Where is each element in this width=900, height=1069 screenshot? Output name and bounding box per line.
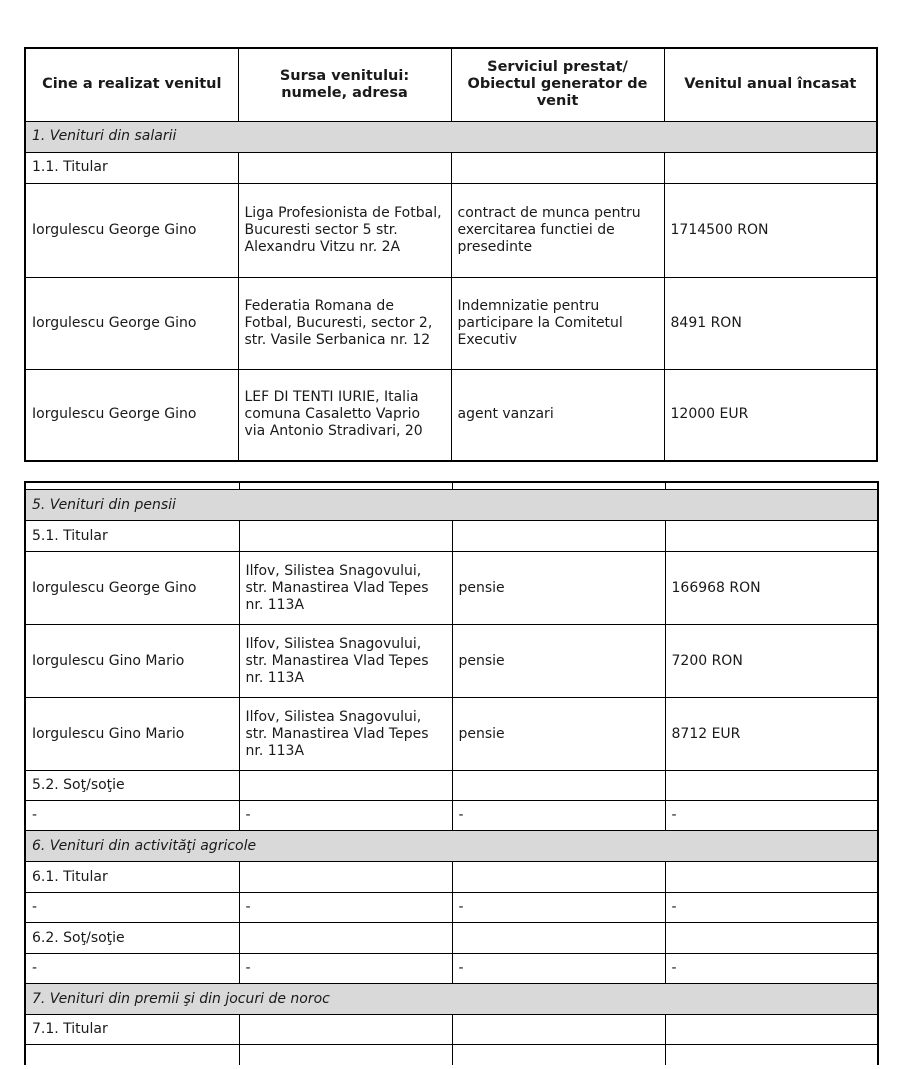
cell-sursa: LEF DI TENTI IURIE, Italia comuna Casaletto Vaprio via Antonio Stradivari, 20 xyxy=(238,369,451,461)
cell-sursa: Liga Profesionista de Fotbal, Bucuresti sector 5 str. Alexandru Vitzu nr. 2A xyxy=(238,183,451,277)
subsection-label: 7.1. Titular xyxy=(25,1015,239,1045)
dash-cell: - xyxy=(25,893,239,923)
dash-cell: - xyxy=(665,801,878,831)
cell-cine: Iorgulescu George Gino xyxy=(25,277,238,369)
dash-row xyxy=(25,801,878,831)
dash-cell: - xyxy=(25,801,239,831)
table-row xyxy=(25,552,878,625)
income-table-salaries xyxy=(24,47,878,462)
section-title: 6. Venituri din activităţi agricole xyxy=(25,831,878,862)
table-row xyxy=(25,277,877,369)
dash-cell: - xyxy=(239,954,452,984)
header-venit: Venitul anual încasat xyxy=(664,48,877,121)
cell-sursa: Ilfov, Silistea Snagovului, str. Manastirea Vlad Tepes nr. 113A xyxy=(239,698,452,771)
cell-cine: Iorgulescu George Gino xyxy=(25,552,239,625)
cell-serviciu: agent vanzari xyxy=(451,369,664,461)
cell-serviciu: contract de munca pentru exercitarea functiei de presedinte xyxy=(451,183,664,277)
subsection-label: 6.2. Soţ/soţie xyxy=(25,923,239,954)
subsection-row xyxy=(25,1015,878,1045)
dash-cell: - xyxy=(452,801,665,831)
cell-cine: Iorgulescu Gino Mario xyxy=(25,698,239,771)
cell-venit: 12000 EUR xyxy=(664,369,877,461)
cell-venit: 7200 RON xyxy=(665,625,878,698)
dash-cell: - xyxy=(239,893,452,923)
dash-cell: - xyxy=(665,954,878,984)
header-cine: Cine a realizat venitul xyxy=(25,48,238,121)
subsection-row xyxy=(25,862,878,893)
table-row xyxy=(25,625,878,698)
dash-cell: - xyxy=(239,801,452,831)
section-row xyxy=(25,831,878,862)
cell-cine: Iorgulescu George Gino xyxy=(25,183,238,277)
subsection-row xyxy=(25,152,877,183)
cell-cine: Iorgulescu Gino Mario xyxy=(25,625,239,698)
subsection-label: 5.1. Titular xyxy=(25,521,239,552)
dash-cell: - xyxy=(25,954,239,984)
income-table-pensions xyxy=(24,481,879,1065)
cell-venit: 166968 RON xyxy=(665,552,878,625)
dash-row xyxy=(25,954,878,984)
section-row xyxy=(25,984,878,1015)
table-row xyxy=(25,183,877,277)
subsection-label: 6.1. Titular xyxy=(25,862,239,893)
section-title: 1. Venituri din salarii xyxy=(25,121,877,152)
dash-cell: - xyxy=(452,954,665,984)
cell-venit: 8491 RON xyxy=(664,277,877,369)
dash-cell: - xyxy=(665,893,878,923)
cell-venit: 1714500 RON xyxy=(664,183,877,277)
section-row xyxy=(25,121,877,152)
continuation-stub xyxy=(25,482,878,490)
subsection-row xyxy=(25,771,878,801)
table-row xyxy=(25,698,878,771)
cell-serviciu: pensie xyxy=(452,625,665,698)
header-sursa: Sursa venitului: numele, adresa xyxy=(238,48,451,121)
section-title: 5. Venituri din pensii xyxy=(25,490,878,521)
section-row xyxy=(25,490,878,521)
subsection-label: 5.2. Soţ/soţie xyxy=(25,771,239,801)
cell-venit: 8712 EUR xyxy=(665,698,878,771)
cell-serviciu: pensie xyxy=(452,698,665,771)
cell-cine: Iorgulescu George Gino xyxy=(25,369,238,461)
dash-cell: - xyxy=(452,893,665,923)
header-serviciu: Serviciul prestat/ Obiectul generator de venit xyxy=(451,48,664,121)
cell-sursa: Ilfov, Silistea Snagovului, str. Manastirea Vlad Tepes nr. 113A xyxy=(239,552,452,625)
header-row xyxy=(25,48,877,121)
section-title: 7. Venituri din premii şi din jocuri de noroc xyxy=(25,984,878,1015)
table-row xyxy=(25,369,877,461)
dash-row xyxy=(25,893,878,923)
cell-sursa: Ilfov, Silistea Snagovului, str. Manastirea Vlad Tepes nr. 113A xyxy=(239,625,452,698)
subsection-label: 1.1. Titular xyxy=(25,152,238,183)
subsection-row xyxy=(25,923,878,954)
cell-serviciu: pensie xyxy=(452,552,665,625)
cell-serviciu: Indemnizatie pentru participare la Comitetul Executiv xyxy=(451,277,664,369)
subsection-row xyxy=(25,521,878,552)
cell-sursa: Federatia Romana de Fotbal, Bucuresti, sector 2, str. Vasile Serbanica nr. 12 xyxy=(238,277,451,369)
partial-row xyxy=(25,1045,878,1065)
